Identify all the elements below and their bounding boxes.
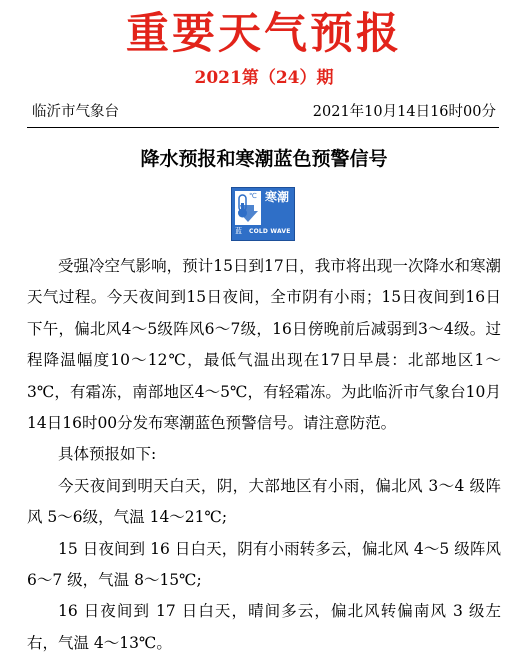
thermometer-down-arrow-icon: [235, 191, 261, 225]
signal-english-name: COLD WAVE: [249, 228, 291, 235]
bulletin-body: [27, 251, 501, 659]
document-title: 降水预报和寒潮蓝色预警信号: [140, 148, 388, 170]
signal-left-panel: [235, 191, 261, 225]
paragraph-forecast-tonight: 今天夜间到明天白天，阴，大部地区有小雨，偏北风 3～4 级阵风 5～6级，气温 14～21℃;: [27, 476, 501, 527]
bulletin-header-title: 重要天气预报: [126, 9, 402, 59]
paragraph-forecast-16th: 16 日夜间到 17 日白天，晴间多云，偏北风转偏南风 3 级左右，气温 4～13℃。: [27, 602, 501, 652]
signal-name: 寒潮: [264, 190, 289, 204]
signal-level: 蓝: [235, 227, 242, 235]
meta-row: [32, 100, 496, 124]
cold-wave-blue-signal-icon: [231, 187, 295, 241]
paragraph-summary: 受强冷空气影响，预计15日到17日，我市将出现一次降水和寒潮天气过程。今天夜间到15日夜间，全市阴有小雨；15日夜间到16日下午，偏北风4～5级阵风6～7级，16日傍晚前后减弱到3～4级。过程降温幅度10～12℃，最低气温出现在17日早晨：北部地区1～3℃，有霜冻，南部地区4～5℃，有轻霜冻。为此临沂市气象台10月14日16时00分发布寒潮蓝色预警信号。请注意防范。: [27, 257, 501, 433]
paragraph-forecast-15th: 15 日夜间到 16 日白天，阴有小雨转多云，偏北风 4～5 级阵风 6～7 级，气温 8～15℃;: [27, 539, 501, 590]
issue-time: 2021年10月14日16时00分: [312, 104, 496, 120]
paragraph-forecast-intro: 具体预报如下:: [58, 445, 157, 464]
issuing-organization: 临沂市气象台: [32, 104, 119, 120]
issue-number: 2021第（24）期: [194, 68, 334, 88]
header-divider: [27, 127, 499, 128]
celsius-label: ℃: [249, 192, 257, 200]
